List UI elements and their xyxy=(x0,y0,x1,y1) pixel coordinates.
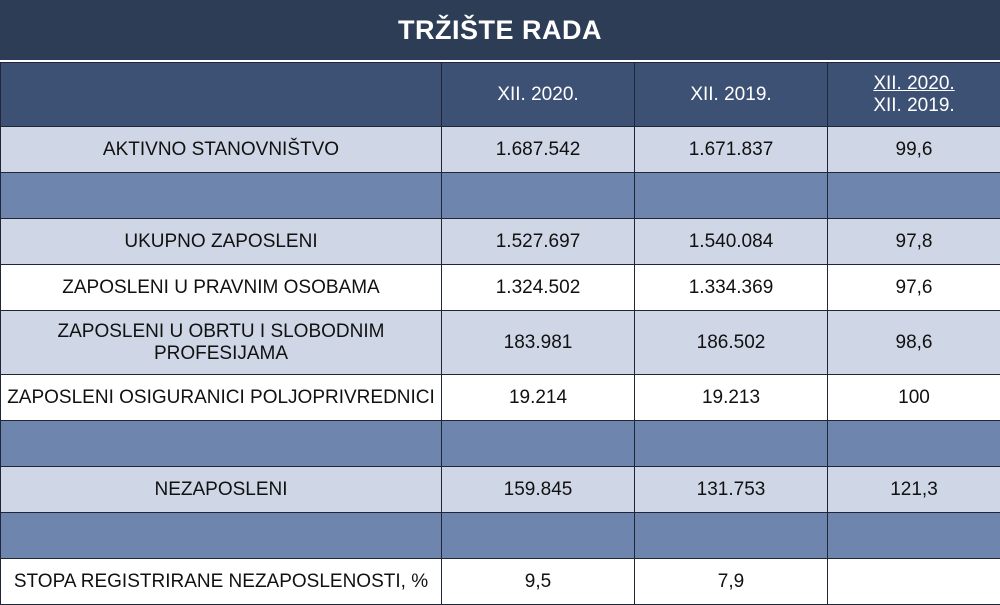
row-value-2020: 1.687.542 xyxy=(442,127,635,173)
table-spacer-row xyxy=(1,513,1000,559)
table-row xyxy=(1,127,1000,173)
table-title: TRŽIŠTE RADA xyxy=(0,0,1000,62)
labor-market-table xyxy=(0,62,1000,605)
row-value-2020: 183.981 xyxy=(442,311,635,375)
row-value-2019 xyxy=(635,421,828,467)
table-row xyxy=(1,375,1000,421)
row-value-2019: 19.213 xyxy=(635,375,828,421)
row-value-2019 xyxy=(635,173,828,219)
row-value-2019: 131.753 xyxy=(635,467,828,513)
row-value-2019: 7,9 xyxy=(635,559,828,605)
row-value-2020: 1.324.502 xyxy=(442,265,635,311)
row-value-2020 xyxy=(442,513,635,559)
row-index: 97,8 xyxy=(828,219,1000,265)
row-index: 98,6 xyxy=(828,311,1000,375)
row-value-2020 xyxy=(442,421,635,467)
row-index xyxy=(828,559,1000,605)
index-ratio-numerator: XII. 2020. xyxy=(873,73,954,95)
table-row xyxy=(1,311,1000,375)
table-row xyxy=(1,467,1000,513)
row-label: ZAPOSLENI U OBRTU I SLOBODNIM PROFESIJAMA xyxy=(1,311,442,375)
row-index xyxy=(828,513,1000,559)
table-row xyxy=(1,219,1000,265)
row-value-2020 xyxy=(442,173,635,219)
header-dec-2019: XII. 2019. xyxy=(635,63,828,127)
row-index: 97,6 xyxy=(828,265,1000,311)
row-label: ZAPOSLENI OSIGURANICI POLJOPRIVREDNICI xyxy=(1,375,442,421)
row-index: 100 xyxy=(828,375,1000,421)
row-value-2019: 1.671.837 xyxy=(635,127,828,173)
row-index xyxy=(828,421,1000,467)
row-label: AKTIVNO STANOVNIŠTVO xyxy=(1,127,442,173)
index-ratio-fraction xyxy=(873,73,954,117)
table-row xyxy=(1,265,1000,311)
row-value-2020: 159.845 xyxy=(442,467,635,513)
index-ratio-denominator: XII. 2019. xyxy=(873,95,954,117)
row-label: STOPA REGISTRIRANE NEZAPOSLENOSTI, % xyxy=(1,559,442,605)
row-label xyxy=(1,421,442,467)
row-value-2020: 9,5 xyxy=(442,559,635,605)
row-value-2019: 186.502 xyxy=(635,311,828,375)
table-spacer-row xyxy=(1,421,1000,467)
header-label-column xyxy=(1,63,442,127)
table-header-row xyxy=(1,63,1000,127)
row-value-2019: 1.334.369 xyxy=(635,265,828,311)
table-spacer-row xyxy=(1,173,1000,219)
row-value-2019 xyxy=(635,513,828,559)
row-index: 121,3 xyxy=(828,467,1000,513)
row-label: UKUPNO ZAPOSLENI xyxy=(1,219,442,265)
row-label xyxy=(1,173,442,219)
row-index xyxy=(828,173,1000,219)
table-row xyxy=(1,559,1000,605)
row-value-2020: 19.214 xyxy=(442,375,635,421)
row-label: NEZAPOSLENI xyxy=(1,467,442,513)
row-value-2020: 1.527.697 xyxy=(442,219,635,265)
row-value-2019: 1.540.084 xyxy=(635,219,828,265)
header-dec-2020: XII. 2020. xyxy=(442,63,635,127)
row-label xyxy=(1,513,442,559)
row-label: ZAPOSLENI U PRAVNIM OSOBAMA xyxy=(1,265,442,311)
header-index-ratio xyxy=(828,63,1000,127)
row-index: 99,6 xyxy=(828,127,1000,173)
